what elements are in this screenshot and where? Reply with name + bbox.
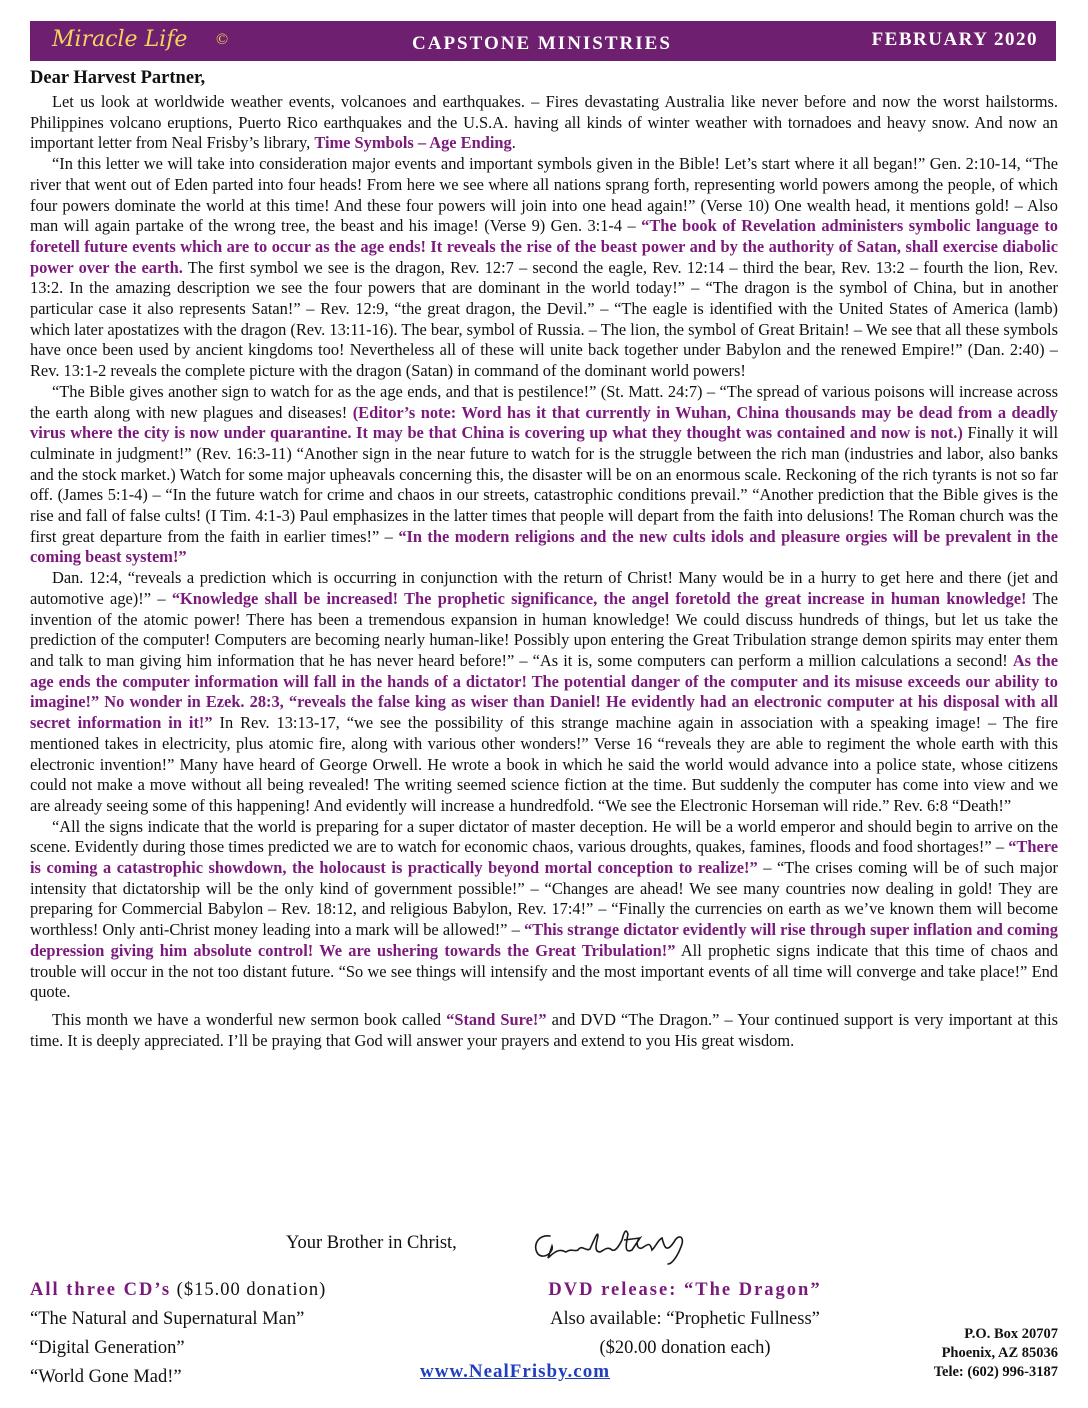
- salutation: Dear Harvest Partner,: [30, 68, 206, 88]
- body-text: The first symbol we see is the dragon, Rev. 12:7 – second the eagle, Rev. 12:14 – third the bear, Rev. 13:2 – fourth the lion, Rev. 13:2. In the amazing description we see the four powers that are dominant in the world today!” – “The dragon is the symbol of China, but in another particular case it also represents Satan!” – Rev. 12:9, “the great dragon, the Devil.” – “The eagle is identified with the United States of America (lamb) which later apostatizes with the dragon (Rev. 13:11-16). The bear, symbol of Russia. – The lion, the symbol of Great Britain! – We see that all these symbols have once been used by ancient kingdoms too! Nevertheless all of these will unite back together under Babylon and the renewed Empire!” (Dan. 2:40) – Rev. 13:1-2 reveals the complete picture with the dragon (Satan) in command of the dominant world powers!: [30, 257, 1058, 381]
- cd-title-1: “The Natural and Supernatural Man”: [30, 1309, 305, 1329]
- highlighted-text: (Editor’s note: Word has it that currently in Wuhan, China thousands may be dead from a deadly virus where the city is now under quarantine. It may be that China is covering up what they thought was contained and now is not.): [30, 402, 1058, 443]
- highlighted-text: “The book of Revelation administers symbolic language to foretell future events which are to occur as the age ends! It reveals the rise of the beast power and by the authority of Satan, shall exercise diabolic power over the earth.: [30, 216, 1058, 277]
- signature-icon: [528, 1222, 718, 1268]
- highlighted-text: As the age ends the computer information will fall in the hands of a dictator! The potential danger of the computer and its misuse exceeds our ability to imagine!” No wonder in Ezek. 28:3, “reveals the false king as wiser than Daniel! He evidently had an electronic computer at his disposal with all secret information in it!”: [30, 650, 1058, 733]
- brand-logo: Miracle Life: [52, 27, 188, 52]
- cd-title-2: “Digital Generation”: [30, 1338, 185, 1358]
- letter-paragraph: [30, 817, 1058, 1003]
- body-text: Dan. 12:4, “reveals a prediction which is occurring in conjunction with the return of Christ! Many would be in a hurry to get here and there (jet and automotive age)!” –: [30, 568, 1058, 608]
- letter-paragraph: [30, 382, 1058, 568]
- dvd-offer: [520, 1276, 850, 1363]
- signature: [528, 1222, 718, 1273]
- body-text: All prophetic signs indicate that this time of chaos and trouble will occur in the not too distant future. “So we see things will intensify and the most important events of all time will converge and take place!” End quote.: [30, 940, 1058, 1002]
- body-text: In Rev. 13:13-17, “we see the possibility of this strange machine again in association with a speaking image! – The fire mentioned takes in electricity, plus atomic fire, along with various other wonders!” Verse 16 “reveals they are able to regiment the whole earth with this electronic invention!” Many have heard of George Orwell. He wrote a book in which he said the world would advance into a police state, whose citizens could not make a move without all being revealed! The writing seemed science fiction at the time. But suddenly the computer has come into view and we are already seeing some of this happening! And evidently will increase a hundredfold. “We see the Electronic Horseman will ride.” Rev. 6:8 “Death!”: [30, 713, 1058, 815]
- cd-offer-price: ($15.00 donation): [176, 1280, 327, 1300]
- cd-offer-heading: [30, 1276, 326, 1305]
- closing: Your Brother in Christ,: [286, 1233, 457, 1253]
- body-text: – “The crises coming will be of such major intensity that dictatorship will be the only kind of government possible!” – “Changes are ahead! We see many countries now dealing in gold! They are preparing for Commercial Babylon – Rev. 18:12, and religious Babylon, Rev. 17:4!” – “Finally the currencies on earth as we’ve known them will become worthless! Only anti-Christ money leading into a mark will be allowed!” –: [30, 858, 1059, 940]
- highlighted-text: “Knowledge shall be increased! The prophetic significance, the angel foretold the great increase in human knowledge!: [171, 588, 1027, 608]
- cd-title-3: “World Gone Mad!”: [30, 1367, 182, 1387]
- body-text: “All the signs indicate that the world is preparing for a super dictator of master deception. He will be a world emperor and should begin to arrive on the scene. Evidently during those times predicted we are to watch for economic chaos, various droughts, quakes, famines, floods and food shortages!” –: [30, 816, 1058, 857]
- dvd-also-available: Also available: “Prophetic Fullness”: [550, 1309, 820, 1329]
- letter-paragraph: [30, 568, 1058, 816]
- letter-paragraph: [30, 92, 1058, 154]
- highlighted-text: “There is coming a catastrophic showdown, the holocaust is practically beyond mortal conception to realize!”: [30, 837, 1058, 878]
- dvd-offer-title: DVD release: “The Dragon”: [548, 1280, 822, 1300]
- highlighted-text: “In the modern religions and the new cults idols and pleasure orgies will be prevalent in the coming beast system!”: [30, 526, 1058, 567]
- body-text: This month we have a wonderful new sermon book called: [52, 1009, 447, 1029]
- highlighted-text: “Stand Sure!”: [446, 1009, 547, 1029]
- letter-paragraph: [30, 1010, 1058, 1051]
- body-text: “The Bible gives another sign to watch for as the age ends, and that is pestilence!” (St. Matt. 24:7) – “The spread of various poisons will increase across the earth along with new plagues and diseases!: [30, 381, 1058, 422]
- body-text: The invention of the atomic power! There has been a tremendous expansion in human knowledge! We could discuss hundreds of things, but let us take the prediction of the computer! Computers are becoming nearly human-like! Possibly upon entering the Great Tribulation strange demon spirits may enter them and talk to man giving him information that he has never heard before!” – “As it is, some computers can perform a million calculations a second!: [30, 588, 1058, 670]
- website-link[interactable]: www.NealFrisby.com: [420, 1361, 611, 1382]
- address-line-po-box: P.O. Box 20707: [964, 1326, 1058, 1342]
- organization-name: CAPSTONE MINISTRIES: [412, 33, 672, 54]
- copyright-mark: ©: [216, 31, 229, 48]
- mailing-address: [934, 1325, 1058, 1382]
- header-banner: [30, 21, 1056, 61]
- address-line-phone: Tele: (602) 996-3187: [933, 1364, 1058, 1380]
- body-text: “In this letter we will take into consideration major events and important symbols given in the Bible! Let’s start where it all began!” Gen. 2:10-14, “The river that went out of Eden parted into four heads! From here we see where all nations sprang forth, representing world powers among the people, of which four powers dominate the world at this time! And these four powers will join into one head again!” (Verse 10) One wealth head, it mentions gold! – Also man will again partake of the wrong tree, the beast and his image! (Verse 9) Gen. 3:1-4 –: [30, 154, 1058, 236]
- body-text: and DVD “The Dragon.” – Your continued support is very important at this time. It is deeply appreciated. I’ll be praying that God will answer your prayers and extend to you His great wisdom.: [30, 1009, 1059, 1050]
- body-text: Finally it will culminate in judgment!” (Rev. 16:3-11) “Another sign in the near future to watch for is the struggle between the rich man (industries and labor, also banks and the stock market.) Watch for some major upheavals concerning this, the disaster will be on an enormous scale. Reckoning of the rich tyrants is not so far off. (James 5:1-4) – “In the future watch for crime and chaos in our streets, catastrophic conditions prevail.” “Another prediction that the Bible gives is the rise and fall of false cults! (I Tim. 4:1-3) Paul emphasizes in the latter times that people will depart from the faith into delusions! The Roman church was the first great departure from the faith in earlier times!” –: [30, 423, 1059, 546]
- address-line-city: Phoenix, AZ 85036: [941, 1345, 1058, 1361]
- cd-offer: [30, 1276, 326, 1392]
- body-text: .: [511, 133, 516, 153]
- dvd-offer-price: ($20.00 donation each): [599, 1338, 771, 1358]
- cd-offer-title: All three CD’s: [30, 1280, 172, 1300]
- body-text: Let us look at worldwide weather events, volcanoes and earthquakes. – Fires devastating Australia like never before and now the worst hailstorms. Philippines volcano eruptions, Puerto Rico earthquakes and the U.S.A. having all kinds of winter weather with tornadoes and heavy snow. And now an important letter from Neal Frisby’s library,: [30, 92, 1058, 153]
- highlighted-text: Time Symbols – Age Ending: [314, 133, 512, 153]
- issue-date: FEBRUARY 2020: [871, 29, 1038, 50]
- highlighted-text: “This strange dictator evidently will rise through super inflation and coming depression giving him absolute control! We are ushering towards the Great Tribulation!”: [30, 920, 1058, 960]
- letter-paragraph: [30, 154, 1058, 382]
- letter-body: [30, 92, 1058, 1051]
